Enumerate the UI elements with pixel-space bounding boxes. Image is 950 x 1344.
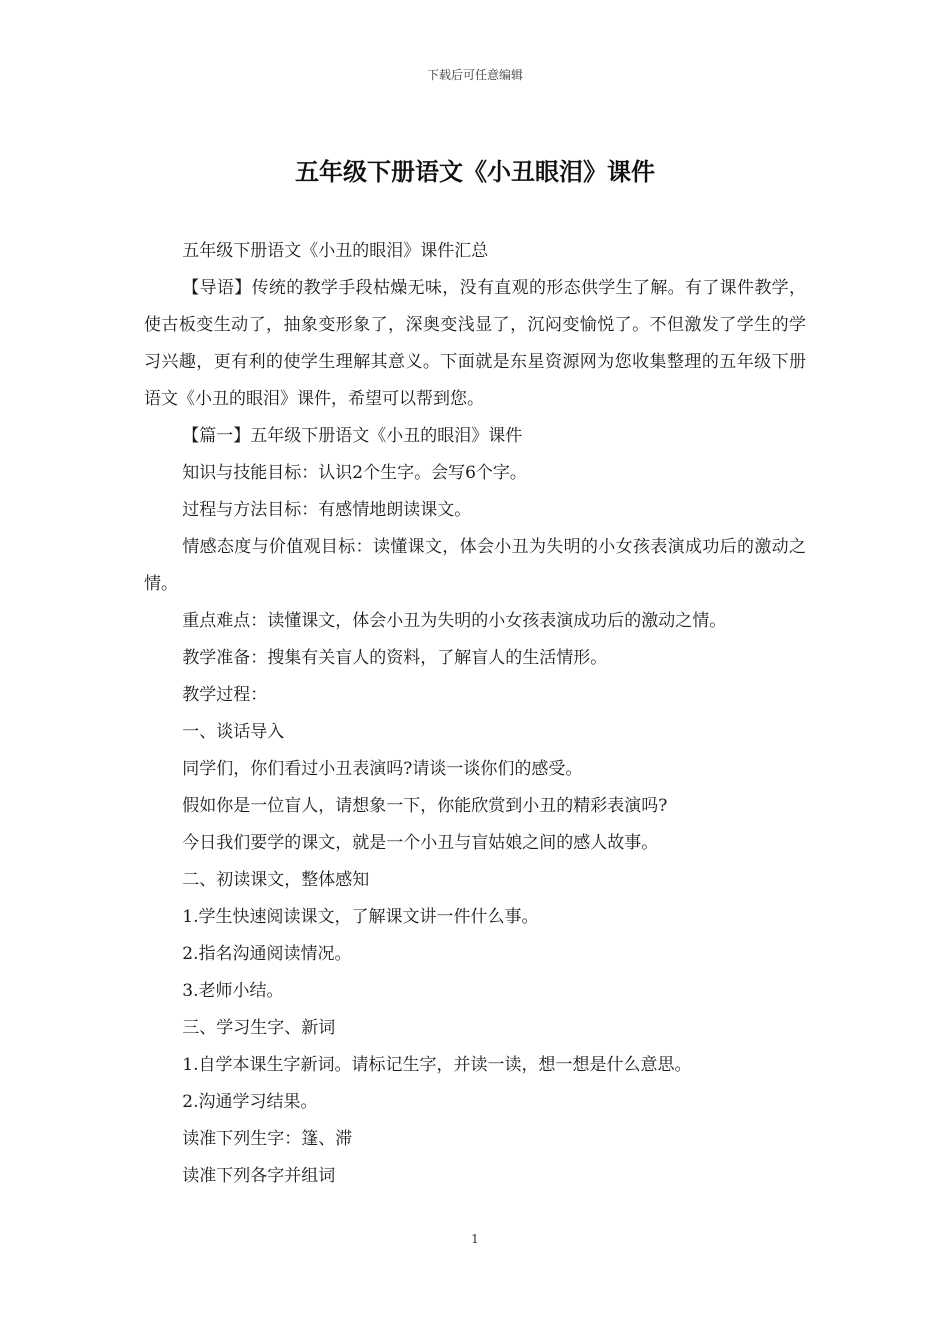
paragraph-process-goal: 过程与方法目标：有感情地朗读课文。 — [182, 500, 472, 520]
paragraph-summary: 五年级下册语文《小丑的眼泪》课件汇总 — [182, 241, 489, 261]
paragraph-step-3-heading: 三、学习生字、新词 — [182, 1018, 336, 1038]
paragraph-step-2-c: 3.老师小结。 — [182, 981, 284, 1001]
paragraph-step-2-heading: 二、初读课文，整体感知 — [182, 870, 370, 890]
page-number: 1 — [471, 1232, 479, 1246]
paragraph-intro: 【导语】传统的教学手段枯燥无味，没有直观的形态供学生了解。有了课件教学，使古板变生动了，抽象变形象了，深奥变浅显了，沉闷变愉悦了。不但激发了学生的学习兴趣，更有利的使学生理解其意义。下面就是东星资源网为您收集整理的五年级下册语文《小丑的眼泪》课件，希望可以帮到您。 — [144, 278, 806, 409]
paragraph-step-1-b: 假如你是一位盲人，请想象一下，你能欣赏到小丑的精彩表演吗? — [182, 796, 668, 816]
paragraph-step-3-d: 读准下列各字并组词 — [182, 1166, 336, 1186]
document-title: 五年级下册语文《小丑眼泪》课件 — [295, 158, 655, 186]
paragraph-step-3-a: 1.自学本课生字新词。请标记生字，并读一读，想一想是什么意思。 — [182, 1055, 692, 1075]
paragraph-step-1-a: 同学们，你们看过小丑表演吗?请谈一谈你们的感受。 — [182, 759, 583, 779]
paragraph-section-heading: 【篇一】五年级下册语文《小丑的眼泪》课件 — [182, 426, 523, 446]
paragraph-emotion-goal: 情感态度与价值观目标：读懂课文，体会小丑为失明的小女孩表演成功后的激动之情。 — [144, 537, 806, 594]
document-body — [144, 233, 806, 1195]
paragraph-step-3-c: 读准下列生字：篷、滞 — [182, 1129, 353, 1149]
paragraph-knowledge-goal: 知识与技能目标：认识2个生字。会写6个字。 — [182, 463, 527, 483]
paragraph-teaching-process: 教学过程： — [182, 685, 268, 705]
paragraph-step-1-c: 今日我们要学的课文，就是一个小丑与盲姑娘之间的感人故事。 — [182, 833, 659, 853]
paragraph-key-points: 重点难点：读懂课文，体会小丑为失明的小女孩表演成功后的激动之情。 — [182, 611, 727, 631]
header-note: 下载后可任意编辑 — [426, 68, 523, 82]
paragraph-step-2-b: 2.指名沟通阅读情况。 — [182, 944, 352, 964]
paragraph-step-3-b: 2.沟通学习结果。 — [182, 1092, 318, 1112]
paragraph-step-1-heading: 一、谈话导入 — [182, 722, 285, 742]
paragraph-step-2-a: 1.学生快速阅读课文，了解课文讲一件什么事。 — [182, 907, 539, 927]
paragraph-preparation: 教学准备：搜集有关盲人的资料，了解盲人的生活情形。 — [182, 648, 608, 668]
